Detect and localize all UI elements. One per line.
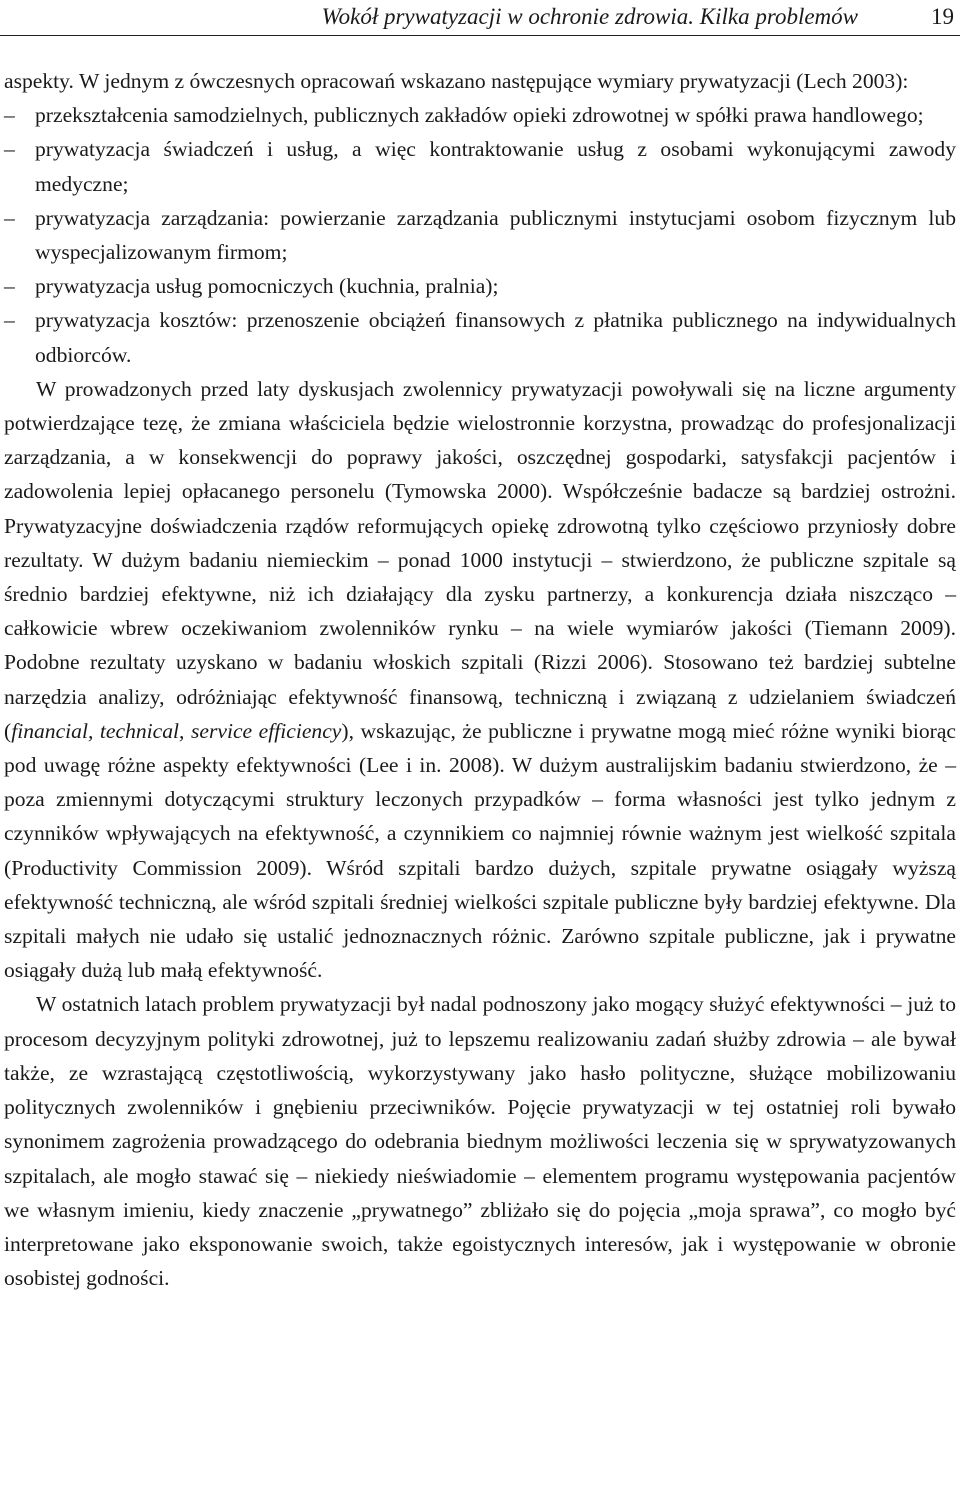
- paragraph-text: W prowadzonych przed laty dyskusjach zwolennicy prywatyzacji powoływali się na liczne argumenty potwierdzające tezę, że zmiana właściciela będzie wielostronnie korzystna, prowadząc do profesjonalizacji zarządzania, a w konsekwencji do poprawy jakości, oszczędnej gospodarki, satysfakcji pacjentów i zadowolenia lepiej opłacanego personelu (Tymowska 2000). Współcześnie badacze są bardziej ostrożni. Prywatyzacyjne doświadczenia rządów reformujących opiekę zdrowotną tylko częściowo przyniosły dobre rezultaty. W dużym badaniu niemieckim – ponad 1000 instytucji – stwierdzono, że publiczne szpitale są średnio bardziej efektywne, niż ich działający dla zysku partnerzy, a konkurencja działa niszcząco – całkowicie wbrew oczekiwaniom zwolenników rynku – na wiele wymiarów jakości (Tiemann 2009). Podobne rezultaty uzyskano w badaniu włoskich szpitali (Rizzi 2006). Stosowano też bardziej subtelne narzędzia analizy, odróżniając efektywność finansową, techniczną i związaną z udzielaniem świadczeń (: [4, 376, 956, 743]
- page-number: 19: [931, 4, 954, 29]
- running-title: Wokół prywatyzacji w ochronie zdrowia. Kilka problemów: [321, 4, 858, 29]
- dash-marker: –: [4, 205, 15, 230]
- intro-paragraph: aspekty. W jednym z ówczesnych opracowań wskazano następujące wymiary prywatyzacji (Lech 2003):: [4, 69, 909, 93]
- list-item: [4, 269, 956, 303]
- list-item: [4, 132, 956, 200]
- dash-marker: –: [4, 274, 15, 299]
- paragraph-text: ), wskazując, że publiczne i prywatne mogą mieć różne wyniki biorąc pod uwagę różne aspekty efektywności (Lee i in. 2008). W dużym australijskim badaniu stwierdzono, że – poza zmiennymi dotyczącymi struktury leczonych przypadków – forma własności jest tylko jednym z czynników wpływających na efektywność, a czynnikiem co najmniej równie ważnym jest wielkość szpitala (Productivity Commission 2009). Wśród szpitali bardzo dużych, szpitale prywatne osiągały wyższą efektywność techniczną, ale wśród szpitali średniej wielkości szpitale publiczne były bardziej efektywne. Dla szpitali małych nie udało się ustalić jednoznacznych różnic. Zarówno szpitale publiczne, jak i prywatne osiągały dużą lub małą efektywność.: [4, 718, 957, 983]
- running-header: [0, 2, 960, 36]
- list-item: [4, 98, 956, 132]
- list-item-text: prywatyzacja zarządzania: powierzanie zarządzania publicznymi instytucjami osobom fizycznym lub wyspecjalizowanym firmom;: [35, 205, 956, 265]
- body-text: [4, 64, 956, 1295]
- list-item-text: przekształcenia samodzielnych, publicznych zakładów opieki zdrowotnej w spółki prawa handlowego;: [35, 103, 924, 128]
- paragraph-political-use: W ostatnich latach problem prywatyzacji był nadal podnoszony jako mogący służyć efektywności – już to procesom decyzyjnym polityki zdrowotnej, już to lepszemu realizowaniu zadań służby zdrowia – ale bywał także, ze wzrastającą częstotliwością, wykorzystywany jako hasło polityczne, służące mobilizowaniu politycznych zwolenników i gnębieniu przeciwników. Pojęcie prywatyzacji w tej ostatniej roli bywało synonimem zagrożenia prowadzącego do odebrania biednym możliwości leczenia się w sprywatyzowanych szpitalach, ale mogło stawać się – niekiedy nieświadomie – elementem programu występowania pacjentów we własnym imieniu, kiedy znaczenie „prywatnego” zbliżało się do pojęcia „moja sprawa”, co mogło być interpretowane jako eksponowanie swoich, także egoistycznych interesów, jak i występowanie w obronie osobistej godności.: [4, 992, 956, 1291]
- list-item-text: prywatyzacja kosztów: przenoszenie obciążeń finansowych z płatnika publicznego na indywidualnych odbiorców.: [35, 308, 956, 367]
- list-item: [4, 303, 956, 371]
- list-item-text: prywatyzacja świadczeń i usług, a więc kontraktowanie usług z osobami wykonującymi zawody medyczne;: [35, 137, 956, 196]
- paragraph-research-findings: [4, 372, 956, 988]
- dash-marker: –: [4, 103, 15, 128]
- list-item-text: prywatyzacja usług pomocniczych (kuchnia, pralnia);: [35, 274, 499, 299]
- italic-term: financial, technical, service efficiency: [11, 718, 342, 743]
- privatization-dimensions-list: [4, 98, 956, 372]
- list-item: [4, 201, 956, 269]
- dash-marker: –: [4, 137, 15, 162]
- dash-marker: –: [4, 308, 15, 333]
